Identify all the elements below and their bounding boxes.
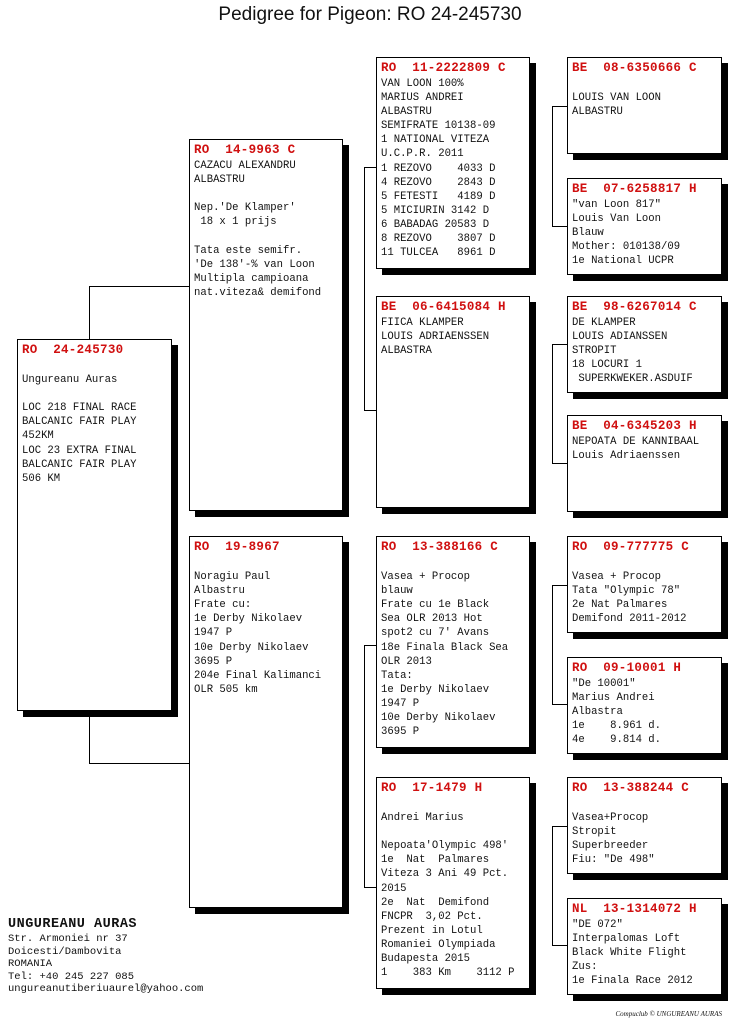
note-line: 1e 8.961 d. <box>572 720 662 733</box>
note-line: BALCANIC FAIR PLAY <box>22 458 137 471</box>
ring-number: RO 17-1479 H <box>381 781 483 795</box>
connector-line <box>364 167 365 410</box>
note-line: ALBASTRU <box>381 106 432 119</box>
pigeon-card-sire-sire-sire <box>567 57 722 154</box>
ring-number: BE 07-6258817 H <box>572 182 697 196</box>
ring-number: RO 14-9963 C <box>194 143 296 157</box>
pigeon-notes <box>572 77 717 119</box>
note-line: 18 LOCURI 1 <box>572 359 642 372</box>
note-line: LOC 218 FINAL RACE <box>22 402 137 415</box>
note-line: ALBASTRU <box>194 174 245 187</box>
note-line: Stropit <box>572 826 617 839</box>
note-line: 'De 138'-% van Loon <box>194 258 315 271</box>
note-line: Tata "Olympic 78" <box>572 585 681 598</box>
connector-line <box>552 826 553 946</box>
note-line: 2e Nat Demifond <box>381 896 490 909</box>
connector-line <box>552 585 553 705</box>
note-line <box>194 187 338 201</box>
note-line: 5 FETESTI 4189 D <box>381 190 496 203</box>
note-line: Marius Andrei <box>572 692 655 705</box>
pigeon-card-sire-dam-dam <box>567 415 722 512</box>
note-line: DE KLAMPER <box>572 317 636 329</box>
note-line: Louis Adriaenssen <box>572 450 681 463</box>
connector-line <box>552 945 567 946</box>
pigeon-notes <box>572 918 717 988</box>
pigeon-card-dam-sire <box>376 536 530 748</box>
note-line: 3695 P <box>194 655 233 668</box>
owner-phone: Tel: +40 245 227 085 <box>8 970 135 983</box>
note-line: Frate cu 1e Black <box>381 599 490 612</box>
note-line: 1 REZOVO 4033 D <box>381 162 496 175</box>
note-line: 4e 9.814 d. <box>572 734 662 747</box>
pigeon-notes <box>572 316 717 386</box>
note-line: FNCPR 3,02 Pct. <box>381 910 483 923</box>
note-line: 10e Derby Nikolaev <box>194 641 309 654</box>
note-line: Vasea+Procop <box>572 812 649 825</box>
note-line: VAN LOON 100% <box>381 78 464 90</box>
ring-number: RO 19-8967 <box>194 540 280 554</box>
note-line: 1e Derby Nikolaev <box>381 683 490 696</box>
note-line: Nep.'De Klamper' <box>194 202 296 215</box>
connector-line <box>89 712 90 764</box>
note-line <box>381 797 525 811</box>
note-line: Tata este semifr. <box>194 244 303 257</box>
note-line: blauw <box>381 585 413 598</box>
pigeon-notes <box>381 556 525 739</box>
note-line: Zus: <box>572 961 598 974</box>
note-line: 1947 P <box>194 627 233 640</box>
note-line: Frate cu: <box>194 599 252 612</box>
pigeon-notes <box>194 556 338 697</box>
note-line: Fiu: "De 498" <box>572 854 655 867</box>
pigeon-card-dam-sire-sire <box>567 536 722 633</box>
pigeon-notes <box>572 435 717 463</box>
ring-number: RO 13-388244 C <box>572 781 690 795</box>
note-line: Prezent in Lotul <box>381 924 483 937</box>
connector-line <box>552 704 567 705</box>
owner-address-line: ROMANIA <box>8 958 53 971</box>
ring-number: BE 06-6415084 H <box>381 300 506 314</box>
pigeon-notes <box>194 159 338 300</box>
page-title: Pedigree for Pigeon: RO 24-245730 <box>218 4 522 25</box>
note-line: FIICA KLAMPER <box>381 317 464 329</box>
note-line: 3695 P <box>381 726 420 739</box>
note-line: spot2 cu 7' Avans <box>381 627 490 640</box>
note-line: ALBASTRU <box>572 106 623 119</box>
pigeon-notes <box>381 316 525 358</box>
note-line: 2e Nat Palmares <box>572 599 668 612</box>
note-line: "De 10001" <box>572 678 636 690</box>
note-line <box>572 556 717 570</box>
note-line: SUPERKWEKER.ASDUIF <box>572 373 693 386</box>
pigeon-card-dam-dam-dam <box>567 898 722 995</box>
note-line: NEPOATA DE KANNIBAAL <box>572 436 700 448</box>
connector-line <box>89 286 90 340</box>
pigeon-notes <box>22 359 167 486</box>
note-line: Romaniei Olympiada <box>381 938 496 951</box>
connector-line <box>552 106 553 226</box>
note-line: MARIUS ANDREI <box>381 92 464 105</box>
note-line <box>381 556 525 570</box>
note-line: Ungureanu Auras <box>22 374 118 387</box>
pigeon-card-sire-sire-dam <box>567 178 722 275</box>
owner-address-line: Doicesti/Dambovita <box>8 945 122 958</box>
connector-line <box>364 645 376 646</box>
note-line: Interpalomas Loft <box>572 933 681 946</box>
note-line: Albastra <box>572 706 623 719</box>
ring-number: BE 08-6350666 C <box>572 61 697 75</box>
note-line: SEMIFRATE 10138-09 <box>381 120 496 133</box>
note-line: Superbreeder <box>572 840 649 853</box>
pigeon-card-dam-dam-sire <box>567 777 722 874</box>
connector-line <box>89 763 189 764</box>
ring-number: RO 09-10001 H <box>572 661 682 675</box>
note-line: 1e Finala Race 2012 <box>572 975 693 988</box>
note-line: 1 NATIONAL VITEZA <box>381 134 490 147</box>
note-line: Nepoata'Olympic 498' <box>381 840 509 853</box>
pigeon-card-sire <box>189 139 343 511</box>
note-line <box>22 359 167 373</box>
connector-line <box>364 410 376 411</box>
note-line: LOUIS ADRIAENSSEN <box>381 331 490 344</box>
note-line: 18e Finala Black Sea <box>381 641 509 654</box>
pigeon-notes <box>572 198 717 268</box>
pigeon-card-sire-dam-sire <box>567 296 722 393</box>
note-line: OLR 505 km <box>194 683 258 696</box>
ring-number: BE 04-6345203 H <box>572 419 697 433</box>
ring-number: RO 13-388166 C <box>381 540 499 554</box>
pigeon-card-dam-sire-dam <box>567 657 722 754</box>
note-line: Black White Flight <box>572 947 687 960</box>
connector-line <box>552 585 567 586</box>
note-line: LOUIS VAN LOON <box>572 92 662 105</box>
note-line: 18 x 1 prijs <box>194 216 277 229</box>
pigeon-card-dam <box>189 536 343 908</box>
note-line: Multipla campioana <box>194 272 309 285</box>
note-line: LOC 23 EXTRA FINAL <box>22 444 137 457</box>
note-line <box>194 229 338 243</box>
note-line <box>22 387 167 401</box>
note-line: STROPIT <box>572 345 617 358</box>
note-line: Tata: <box>381 669 413 682</box>
owner-info <box>8 917 203 996</box>
note-line: 5 MICIURIN 3142 D <box>381 204 490 217</box>
note-line: Louis Van Loon <box>572 213 662 226</box>
note-line: 1e National UCPR <box>572 255 674 268</box>
note-line: 204e Final Kalimanci <box>194 669 322 682</box>
note-line: Vasea + Procop <box>572 571 662 584</box>
note-line: 1e Nat Palmares <box>381 854 490 867</box>
note-line: Albastru <box>194 585 245 598</box>
pigeon-card-dam-dam <box>376 777 530 989</box>
note-line: nat.viteza& demifond <box>194 286 322 299</box>
owner-name: UNGUREANU AURAS <box>8 917 138 932</box>
pigeon-notes <box>572 677 717 747</box>
note-line: Andrei Marius <box>381 812 464 825</box>
ring-number: RO 09-777775 C <box>572 540 690 554</box>
note-line: 8 REZOVO 3807 D <box>381 233 496 246</box>
connector-line <box>552 226 567 227</box>
note-line: Viteza 3 Ani 49 Pct. <box>381 868 509 881</box>
note-line: 11 TULCEA 8961 D <box>381 247 496 260</box>
pigeon-notes <box>572 556 717 626</box>
connector-line <box>364 645 365 888</box>
note-line: "van Loon 817" <box>572 199 662 211</box>
note-line: Vasea + Procop <box>381 571 471 584</box>
note-line: Budapesta 2015 <box>381 953 471 966</box>
note-line: 1947 P <box>381 697 420 710</box>
note-line <box>381 825 525 839</box>
owner-email[interactable]: ungureanutiberiuaurel@yahoo.com <box>8 983 204 996</box>
note-line: 452KM <box>22 430 54 443</box>
ring-number: RO 11-2222809 C <box>381 61 506 75</box>
connector-line <box>552 344 567 345</box>
connector-line <box>364 887 376 888</box>
connector-line <box>552 826 567 827</box>
note-line: Blauw <box>572 227 604 240</box>
note-line: 6 BABADAG 20583 D <box>381 218 490 231</box>
connector-line <box>552 344 553 464</box>
note-line: Mother: 010138/09 <box>572 241 681 254</box>
note-line <box>572 797 717 811</box>
note-line: ALBASTRA <box>381 345 432 358</box>
pigeon-notes <box>381 797 525 980</box>
note-line <box>572 77 717 91</box>
note-line: 1 383 Km 3112 P <box>381 967 515 980</box>
note-line <box>194 556 338 570</box>
note-line: CAZACU ALEXANDRU <box>194 160 296 172</box>
ring-number: NL 13-1314072 H <box>572 902 697 916</box>
note-line: 2015 <box>381 882 407 895</box>
connector-line <box>552 463 567 464</box>
note-line: BALCANIC FAIR PLAY <box>22 416 137 429</box>
note-line: 10e Derby Nikolaev <box>381 712 496 725</box>
note-line: 1e Derby Nikolaev <box>194 613 303 626</box>
note-line: Sea OLR 2013 Hot <box>381 613 483 626</box>
ring-number: BE 98-6267014 C <box>572 300 697 314</box>
note-line: Noragiu Paul <box>194 571 271 584</box>
note-line: LOUIS ADIANSSEN <box>572 331 668 344</box>
note-line: 506 KM <box>22 472 61 485</box>
note-line: Demifond 2011-2012 <box>572 613 687 626</box>
pigeon-card-sire-sire <box>376 57 530 269</box>
pigeon-notes <box>572 797 717 867</box>
pigeon-card-subject <box>17 339 172 711</box>
pigeon-notes <box>381 77 525 260</box>
copyright-credit: Compuclub © UNGUREANU AURAS <box>615 1010 722 1018</box>
owner-address-line: Str. Armoniei nr 37 <box>8 933 128 945</box>
note-line: 4 REZOVO 2843 D <box>381 176 496 189</box>
pigeon-card-sire-dam <box>376 296 530 508</box>
note-line: U.C.P.R. 2011 <box>381 148 464 161</box>
connector-line <box>364 167 376 168</box>
note-line: OLR 2013 <box>381 655 432 668</box>
ring-number: RO 24-245730 <box>22 343 124 357</box>
connector-line <box>552 106 567 107</box>
note-line: "DE 072" <box>572 919 623 931</box>
connector-line <box>89 286 189 287</box>
